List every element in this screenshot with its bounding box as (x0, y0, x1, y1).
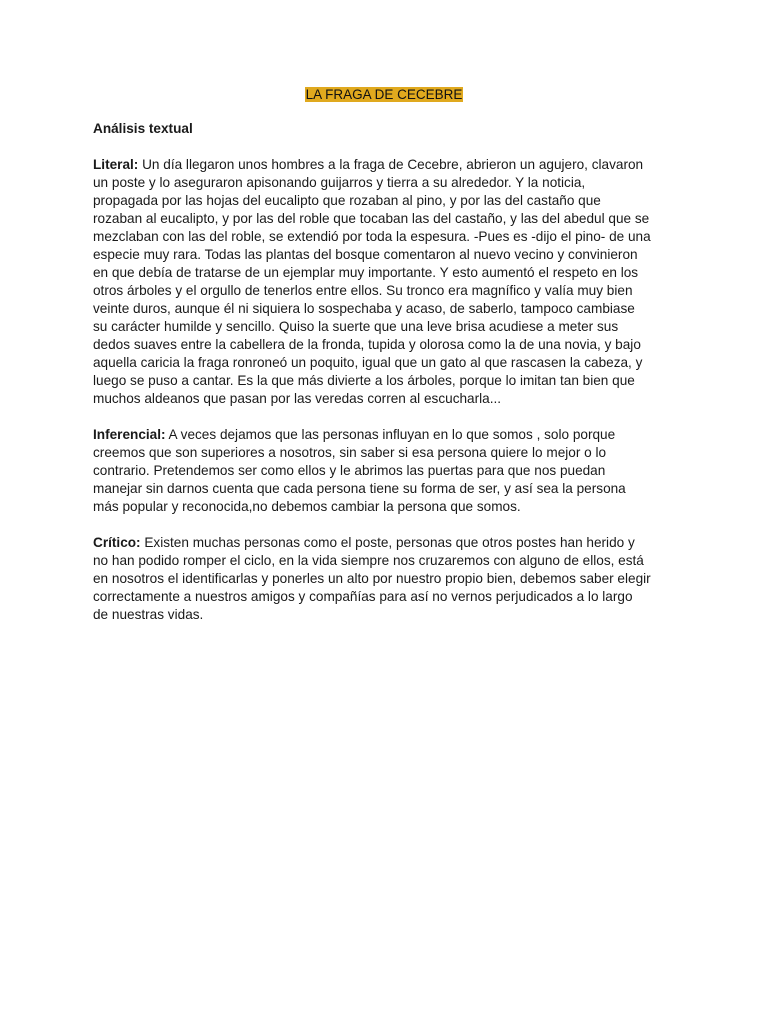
text-line: un poste y lo aseguraron apisonando guijarros y tierra a su alrededor. Y la noticia, (93, 175, 586, 190)
document-body (93, 120, 693, 642)
paragraph-literal (93, 156, 693, 408)
text-line: luego se puso a cantar. Es la que más divierte a los árboles, porque lo imitan tan bien que (93, 373, 635, 388)
paragraph-label-critico: Crítico: (93, 535, 141, 550)
paragraph-inferencial (93, 426, 693, 516)
text-line: su carácter humilde y sencillo. Quiso la suerte que una leve brisa acudiese a meter sus (93, 319, 619, 334)
text-line: Un día llegaron unos hombres a la fraga de Cecebre, abrieron un agujero, clavaron (138, 157, 644, 172)
paragraph-critico (93, 534, 693, 624)
text-line: en nosotros el identificarlas y ponerles un alto por nuestro propio bien, debemos saber elegir (93, 571, 651, 586)
text-line: rozaban al eucalipto, y por las del roble que tocaban las del castaño, y las del abedul que se (93, 211, 650, 226)
text-line: no han podido romper el ciclo, en la vida siempre nos cruzaremos con alguno de ellos, está (93, 553, 644, 568)
text-line: otros árboles y el orgullo de tenerlos entre ellos. Su tronco era magnífico y valía muy bien (93, 283, 633, 298)
text-line: veinte duros, aunque él ni siquiera lo sospechaba y acaso, de saberlo, tampoco cambiase (93, 301, 635, 316)
paragraph-label-inferencial: Inferencial: (93, 427, 166, 442)
text-line: dedos suaves entre la cabellera de la fronda, tupida y olorosa como la de una novia, y bajo (93, 337, 641, 352)
text-line: propagada por las hojas del eucalipto que rozaban al pino, y por las del castaño que (93, 193, 601, 208)
text-line: Existen muchas personas como el poste, personas que otros postes han herido y (140, 535, 635, 550)
title-container (0, 86, 768, 104)
paragraph-label-literal: Literal: (93, 157, 139, 172)
section-subheading: Análisis textual (93, 121, 193, 136)
text-line: correctamente a nuestros amigos y compañías para así no vernos perjudicados a lo largo (93, 589, 633, 604)
text-line: más popular y reconocida,no debemos cambiar la persona que somos. (93, 499, 521, 514)
text-line: en que debía de tratarse de un ejemplar muy importante. Y esto aumentó el respeto en los (93, 265, 639, 280)
text-line: muchos aldeanos que pasan por las veredas corren al escucharla... (93, 391, 502, 406)
text-line: contrario. Pretendemos ser como ellos y le abrimos las puertas para que nos puedan (93, 463, 606, 478)
text-line: creemos que son superiores a nosotros, sin saber si esa persona quiere lo mejor o lo (93, 445, 607, 460)
text-line: A veces dejamos que las personas influyan en lo que somos , solo porque (165, 427, 616, 442)
text-line: mezclaban con las del roble, se extendió por toda la espesura. -Pues es -dijo el pino- de una (93, 229, 651, 244)
text-line: especie muy rara. Todas las plantas del bosque comentaron al nuevo vecino y convinieron (93, 247, 638, 262)
document-title: LA FRAGA DE CECEBRE (305, 87, 463, 102)
text-line: aquella caricia la fraga ronroneó un poquito, igual que un gato al que rascasen la cabeza, y (93, 355, 643, 370)
text-line: de nuestras vidas. (93, 607, 204, 622)
text-line: manejar sin darnos cuenta que cada persona tiene su forma de ser, y así sea la persona (93, 481, 626, 496)
